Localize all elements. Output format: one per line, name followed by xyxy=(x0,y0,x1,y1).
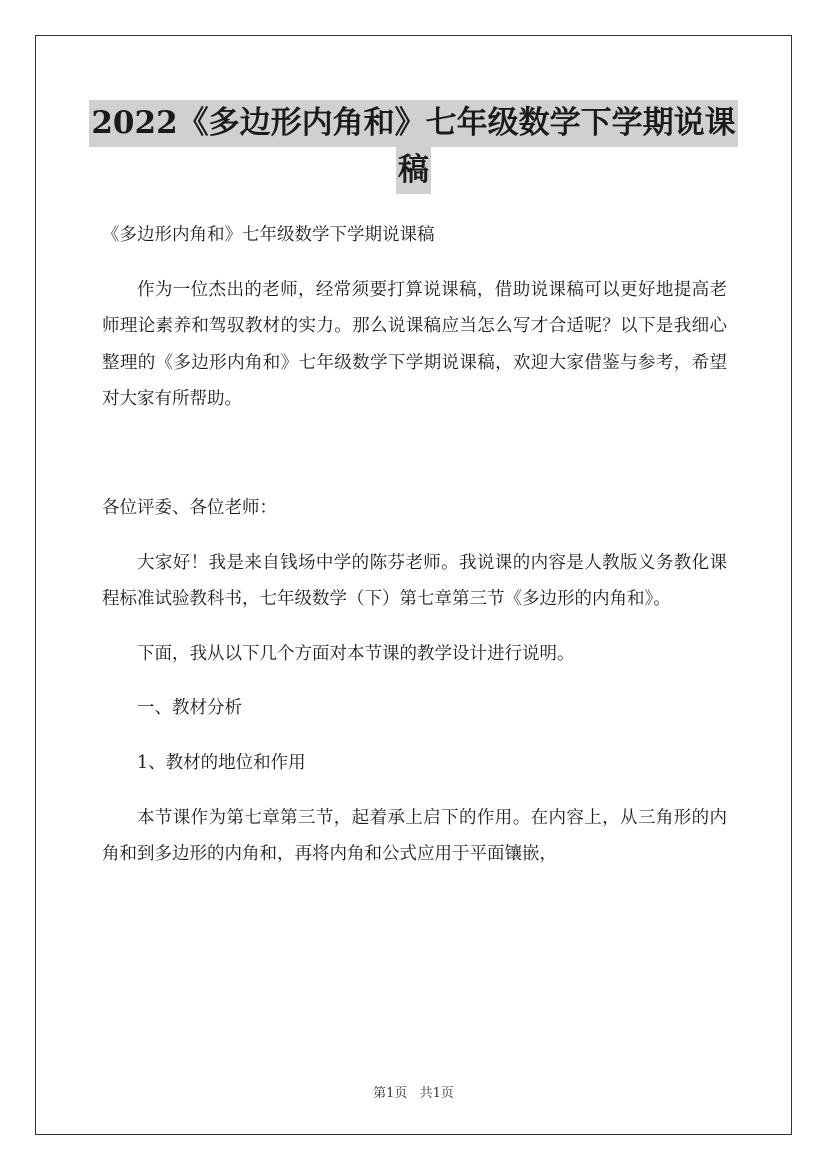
page-number: 第1页 xyxy=(373,1086,408,1101)
subtitle-paragraph: 《多边形内角和》七年级数学下学期说课稿 xyxy=(102,225,435,245)
page-total: 共1页 xyxy=(419,1086,454,1101)
document-body xyxy=(102,217,727,891)
content-paragraph: 本节课作为第七章第三节，起着承上启下的作用。在内容上，从三角形的内角和到多边形的内角和，再将内角和公式应用于平面镶嵌， xyxy=(102,807,727,865)
outline-paragraph: 下面，我从以下几个方面对本节课的教学设计进行说明。 xyxy=(137,643,575,664)
greeting-paragraph: 大家好！我是来自钱场中学的陈芬老师。我说课的内容是人教版义务教化课程标准试验教科书，七年级数学（下）第七章第三节《多边形的内角和》。 xyxy=(102,552,727,610)
subsection-heading: 1、教材的地位和作用 xyxy=(137,752,306,773)
document-title xyxy=(70,100,757,194)
title-line-1: 2022《多边形内角和》七年级数学下学期说课 xyxy=(89,100,737,147)
salutation-paragraph: 各位评委、各位老师： xyxy=(102,497,277,518)
title-line-2: 稿 xyxy=(396,147,431,194)
intro-paragraph: 作为一位杰出的老师，经常须要打算说课稿，借助说课稿可以更好地提高老师理论素养和驾驭教材的实力。那么说课稿应当怎么写才合适呢？以下是我细心整理的《多边形内角和》七年级数学下学期说课稿，欢迎大家借鉴与参考，希望对大家有所帮助。 xyxy=(102,279,727,410)
section-heading: 一、教材分析 xyxy=(137,698,242,719)
page-footer xyxy=(0,1082,827,1101)
